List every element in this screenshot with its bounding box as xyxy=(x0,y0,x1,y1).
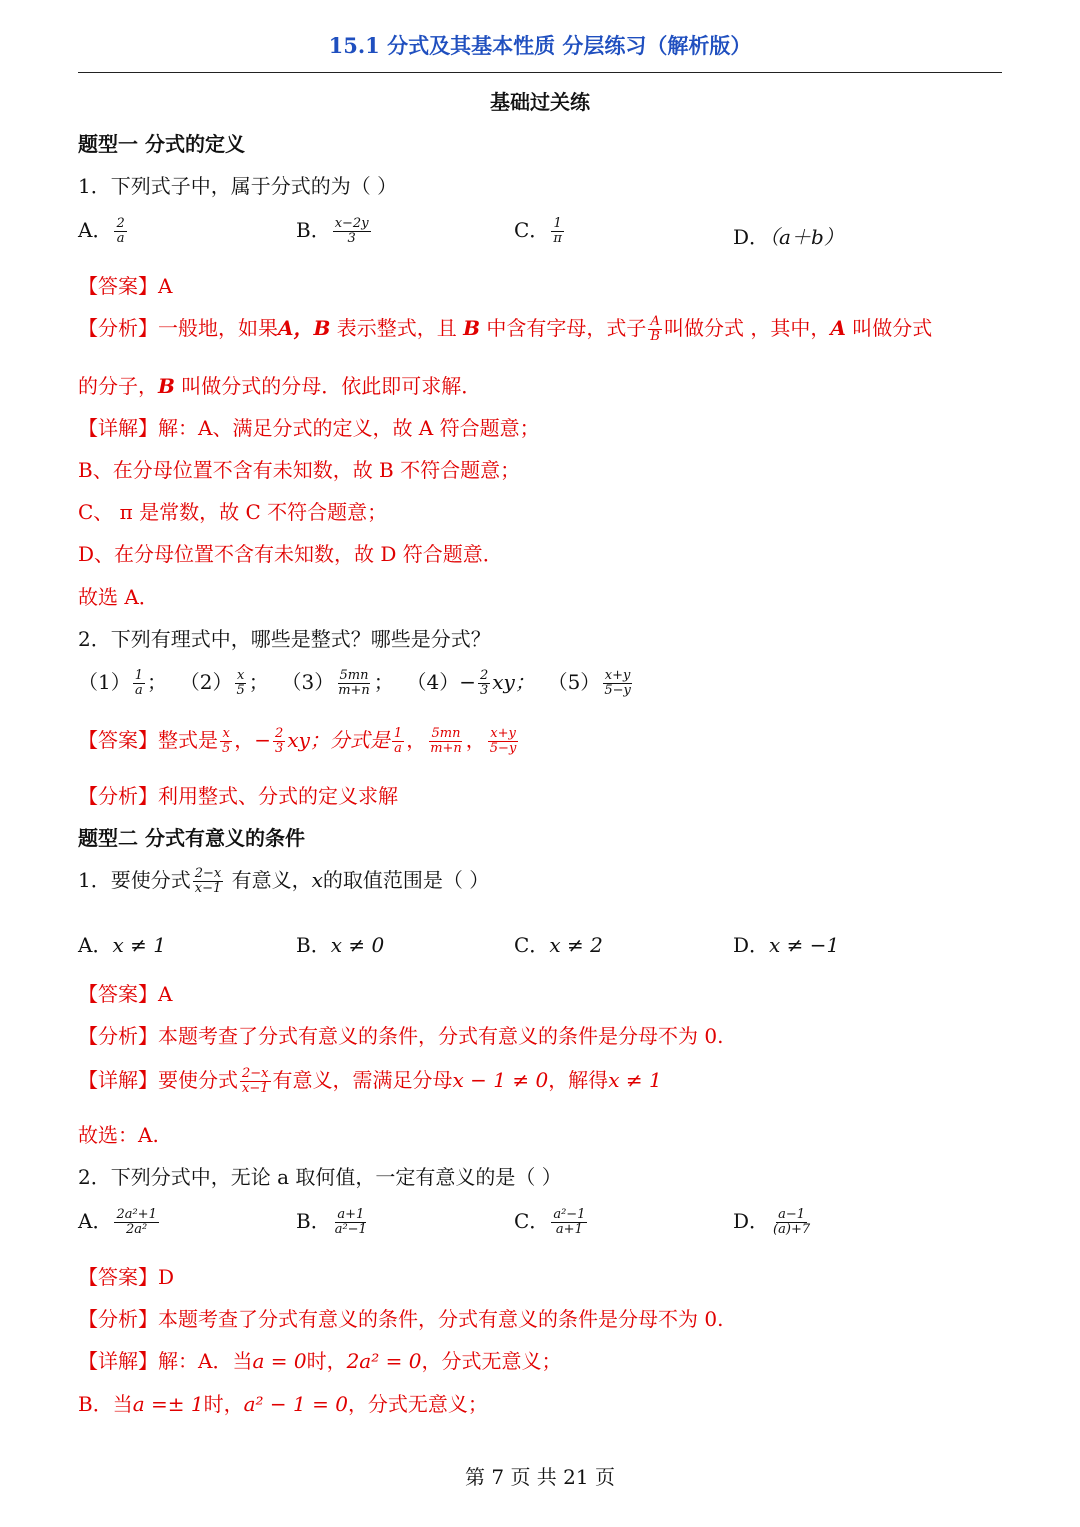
type1-q1-option-c: C． $\frac{1}{\pi}$ xyxy=(514,216,562,246)
type1-q1-detail-4: D、在分母位置不含有未知数，故 D 符合题意． xyxy=(78,542,503,566)
type1-q1-analysis-line2: 的分子，B 叫做分式的分母．依此即可求解． xyxy=(78,374,482,398)
type1-q1-analysis-line1: 【分析】一般地，如果A，B 表示整式，且 B 中含有字母，式子 $\frac{A}{B}$ 叫做分式 ，其中，A 叫做分式 xyxy=(78,314,933,344)
type2-q1-option-c: C．x ≠ 2 xyxy=(514,933,603,957)
type2-q1-option-b: B．x ≠ 0 xyxy=(296,933,385,957)
type2-q2-stem: 2．下列分式中，无论 a 取何值，一定有意义的是（ ） xyxy=(78,1165,562,1189)
type1-q1-detail-5: 故选 A． xyxy=(78,585,159,609)
type1-q1-detail-2: B、在分母位置不含有未知数，故 B 不符合题意； xyxy=(78,458,521,482)
type2-q1-analysis: 【分析】本题考查了分式有意义的条件，分式有意义的条件是分母不为 0. xyxy=(78,1024,724,1048)
type2-q2-option-a: A． $\frac{\text{2a²+1}}{\text{2a²}}$ xyxy=(78,1207,157,1237)
type1-q1-stem: 1．下列式子中，属于分式的为（ ） xyxy=(78,174,398,198)
type1-q1-detail-3: C、 π 是常数，故 C 不符合题意； xyxy=(78,500,388,524)
type2-q2-answer: 【答案】D xyxy=(78,1265,175,1289)
type1-q1-answer: 【答案】A xyxy=(78,274,173,298)
type2-q1-conclusion: 故选：A. xyxy=(78,1123,159,1147)
document-title: 15.1 分式及其基本性质 分层练习（解析版） xyxy=(328,33,752,58)
type2-q2-option-d: D． $\frac{a-1}{(a)+7}$ xyxy=(733,1207,811,1237)
type1-q1-option-b: B． $\frac{x-2y}{3}$ xyxy=(296,216,369,246)
type2-q2-detail-2: B．当a =± 1时，a² − 1 = 0，分式无意义； xyxy=(78,1392,488,1416)
type1-q2-analysis: 【分析】利用整式、分式的定义求解 xyxy=(78,784,398,808)
type2-q1-answer: 【答案】A xyxy=(78,982,173,1006)
type1-q2-stem: 2．下列有理式中，哪些是整式？哪些是分式？ xyxy=(78,627,491,651)
type1-q2-items: （1） $\frac{1}{a}$ ； （2） $\frac{x}{5}$ ； （3） $\frac{5mn}{m+n}$ ； （4）− $\frac{2}{3}$ xy； （5） $\frac{x+y}{5-y}$ xyxy=(78,668,631,698)
type2-q2-option-b: B． $\frac{a+1}{\text{a²−1}}$ xyxy=(296,1207,367,1237)
type2-heading: 题型二 分式有意义的条件 xyxy=(78,826,305,850)
type2-q1-detail: 【详解】要使分式 $\frac{2-x}{x-1}$ 有意义，需满足分母x − 1 ≠ 0，解得x ≠ 1 xyxy=(78,1066,662,1096)
type2-q1-stem: 1．要使分式 $\frac{2-x}{x-1}$ 有意义，x的取值范围是（ ） xyxy=(78,866,490,896)
type1-q1-option-a: A． $\frac{2}{a}$ xyxy=(78,216,125,246)
section-title: 基础过关练 xyxy=(490,90,590,114)
type2-q1-option-d: D．x ≠ −1 xyxy=(733,933,840,957)
type1-q1-detail-1: 【详解】解：A、满足分式的定义，故 A 符合题意； xyxy=(78,416,540,440)
type2-q1-option-a: A．x ≠ 1 xyxy=(78,933,166,957)
type2-q2-option-c: C． $\frac{\text{a²−1}}{a+1}$ xyxy=(514,1207,586,1237)
type1-q1-option-d: D．（a＋b） xyxy=(733,225,844,249)
type1-heading: 题型一 分式的定义 xyxy=(78,132,245,156)
type2-q2-detail-1: 【详解】解：A．当a = 0时，2a² = 0，分式无意义； xyxy=(78,1349,562,1373)
type1-q2-answer: 【答案】整式是 $\frac{x}{5}$ ，− $\frac{2}{3}$ xy；分式是 $\frac{1}{a}$ ， $\frac{5mn}{m+n}$ ， $\frac{x+y}{5-y}$ xyxy=(78,726,517,756)
type2-q2-analysis: 【分析】本题考查了分式有意义的条件，分式有意义的条件是分母不为 0. xyxy=(78,1307,724,1331)
header-divider xyxy=(78,72,1002,73)
page-number: 第 7 页 共 21 页 xyxy=(465,1465,615,1489)
